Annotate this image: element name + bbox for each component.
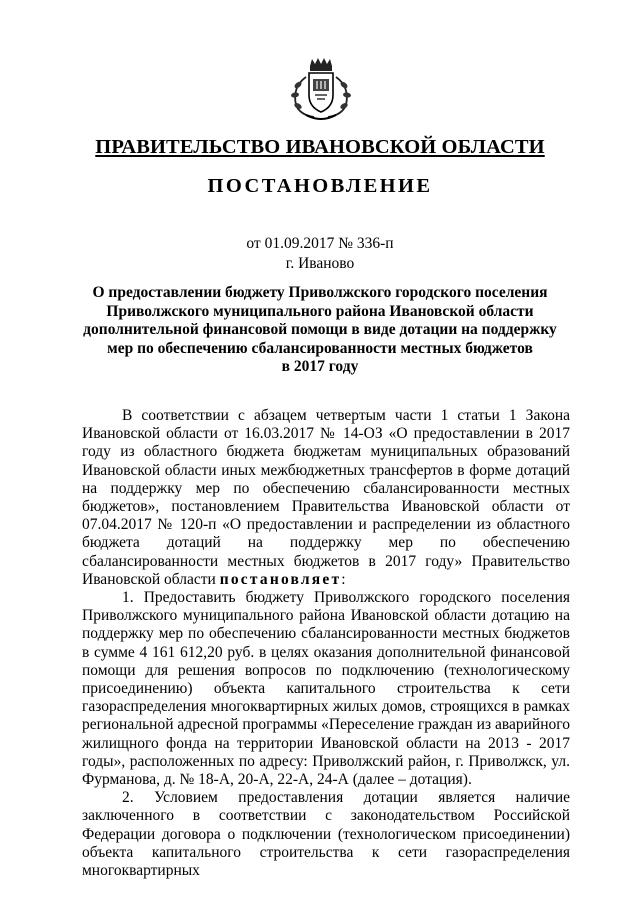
- subject-line-3: дополнительной финансовой помощи в виде дотации на поддержку: [83, 321, 557, 338]
- crown-icon: [310, 58, 332, 71]
- city: г. Иваново: [285, 255, 355, 272]
- item-1-paragraph: 1. Предоставить бюджету Приволжского городского поселения Приволжского муниципального района Ивановской области дотацию на поддержку мер по обеспечению сбалансированности местных бюджетов в сумме 4 161 612,20 руб. в целях оказания дополнительной финансовой помощи для решения вопросов по подключению (технологическому присоединению) объекта капитального строительства к сети газораспределения многоквартирных жилых домов, строящихся в рамках региональной адресной программы «Переселение граждан из аварийного жилищного фонда на территории Ивановской области на 2013 - 2017 годы», расположенных по адресу: Приволжский район, г. Приволжск, ул. Фурманова, д. № 18-А, 20-А, 22-А, 24-А (далее – дотация).: [82, 589, 570, 789]
- subject-line-4: мер по обеспечению сбалансированности местных бюджетов: [107, 339, 533, 357]
- ivanovo-coat-of-arms-icon: [286, 57, 356, 121]
- subject-line-1: О предоставлении бюджету Приволжского городского поселения: [92, 284, 548, 301]
- subject-line-2: Приволжского муниципального района Ивановской области: [106, 302, 534, 320]
- decree-body: [82, 407, 570, 880]
- government-title: ПРАВИТЕЛЬСТВО ИВАНОВСКОЙ ОБЛАСТИ: [95, 136, 545, 158]
- decree-subject: [60, 284, 580, 377]
- item-2-paragraph: 2. Условием предоставления дотации является наличие заключенного в соответствии с законодательством Российской Федерации договора о подключении (технологическом присоединении) объекта капитального строительства к сети газораспределения многоквартирных: [82, 789, 570, 880]
- decree-meta: [0, 234, 640, 274]
- date-number: от 01.09.2017 № 336-п: [246, 235, 394, 252]
- preamble-paragraph: [82, 407, 570, 589]
- resolves-colon: :: [341, 570, 346, 588]
- resolves-word: постановляет: [219, 570, 342, 588]
- subject-line-5: в 2017 году: [281, 358, 359, 375]
- preamble-text: В соответствии с абзацем четвертым части 1 статьи 1 Закона Ивановской области от 16.03.2017 № 14-ОЗ «О предоставлении в 2017 году из областного бюджета бюджетам муниципальных образований Ивановской области иных межбюджетных трансфертов в форме дотаций на поддержку мер по обеспечению сбалансированности местных бюджетов», постановлением Правительства Ивановской области от 07.04.2017 № 120-п «О предоставлении и распределении из областного бюджета дотаций на поддержку мер по обеспечению сбалансированности местных бюджетов в 2017 году» Правительство Ивановской области: [82, 407, 570, 588]
- decree-title: ПОСТАНОВЛЕНИЕ: [207, 175, 433, 197]
